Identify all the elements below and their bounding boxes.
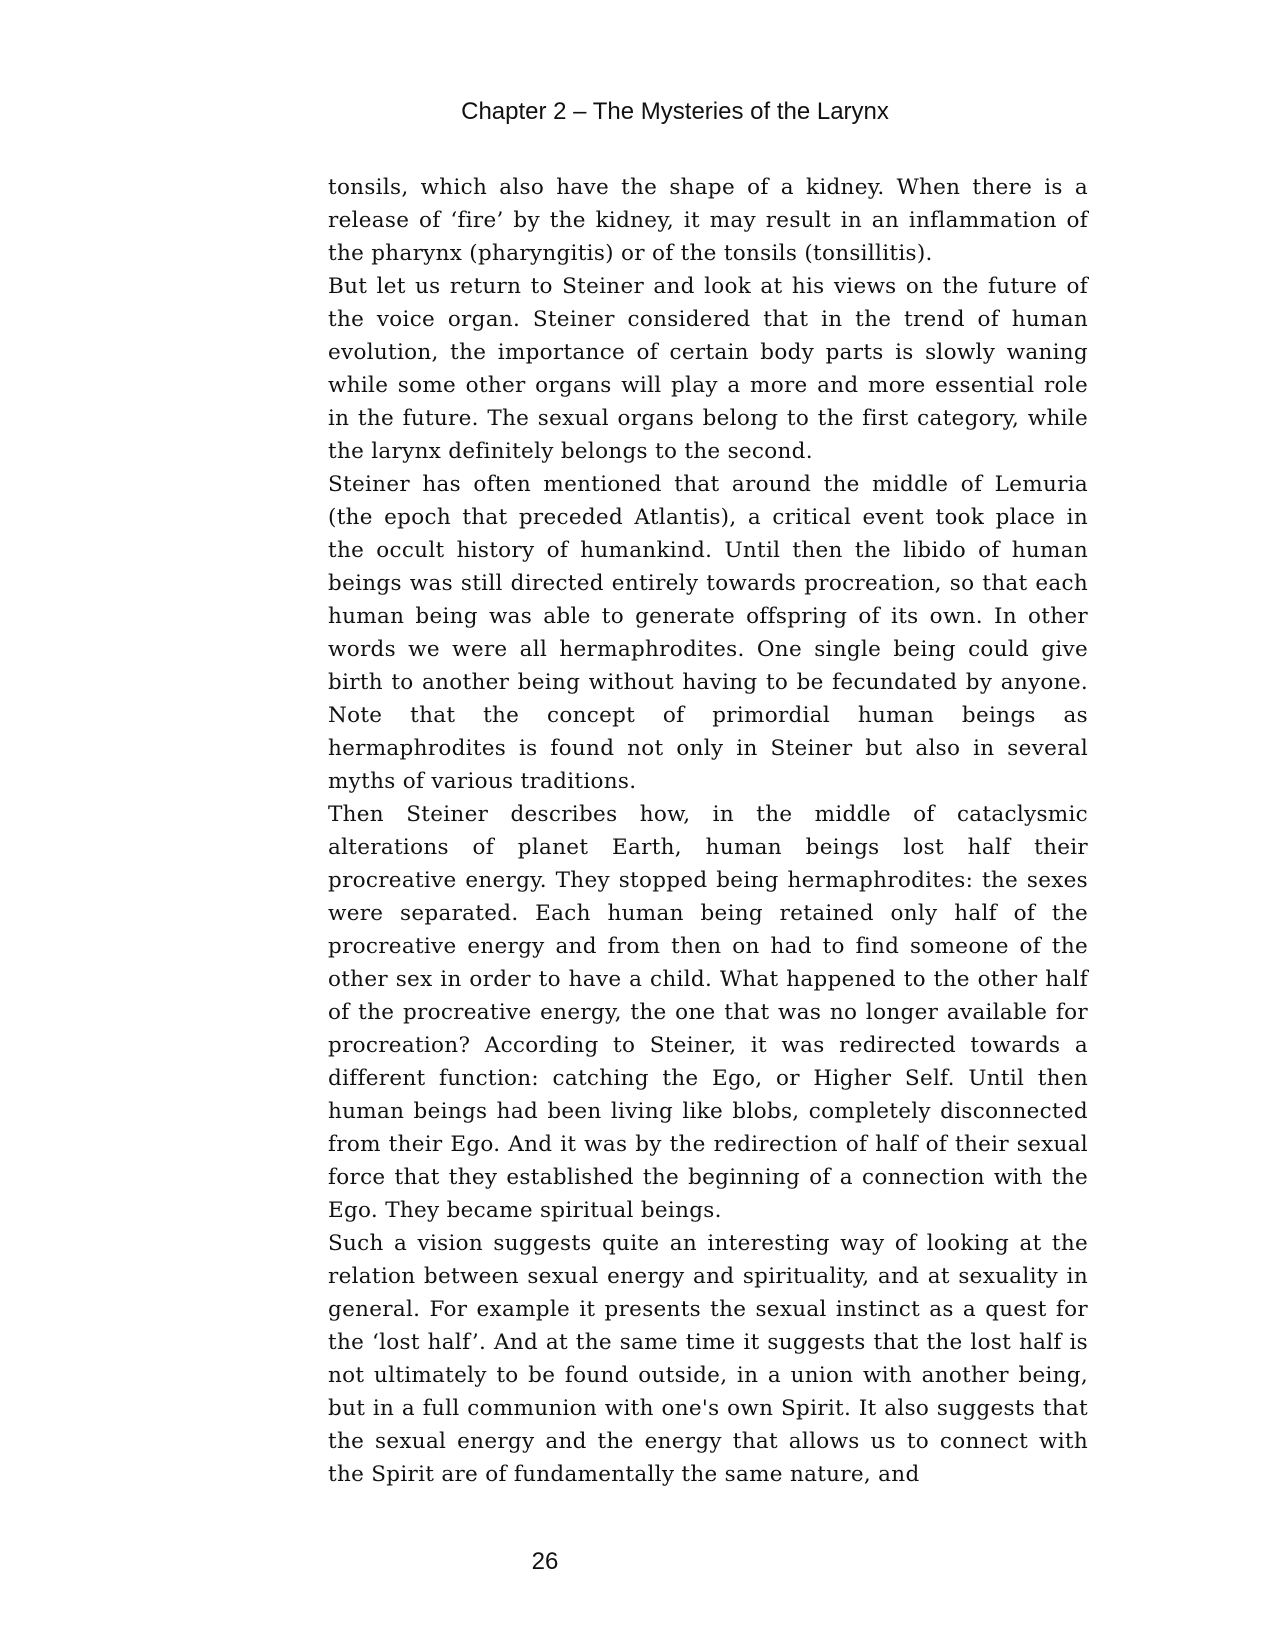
- body-text: [328, 171, 1088, 1491]
- paragraph-4: Then Steiner describes how, in the middle of cataclysmic alterations of planet Earth, human beings lost half their procreative energy. They stopped being hermaphrodites: the sexes were separated. Each human being retained only half of the procreative energy and from then on had to find someone of the other sex in order to have a child. What happened to the other half of the procreative energy, the one that was no longer available for procreation? According to Steiner, it was redirected towards a different function: catching the Ego, or Higher Self. Until then human beings had been living like blobs, completely disconnected from their Ego. And it was by the redirection of half of their sexual force that they established the beginning of a connection with the Ego. They became spiritual beings.: [328, 802, 1088, 1223]
- paragraph-1: tonsils, which also have the shape of a kidney. When there is a release of ‘fire’ by the kidney, it may result in an inflammation of the pharynx (pharyngitis) or of the tonsils (tonsillitis).: [328, 175, 1088, 266]
- page-number: 26: [531, 1548, 559, 1575]
- paragraph-3: Steiner has often mentioned that around the middle of Lemuria (the epoch that preceded Atlantis), a critical event took place in the occult history of humankind. Until then the libido of human beings was still directed entirely towards procreation, so that each human being was able to generate offspring of its own. In other words we were all hermaphrodites. One single being could give birth to another being without having to be fecundated by anyone. Note that the concept of primordial human beings as hermaphrodites is found not only in Steiner but also in several myths of various traditions.: [328, 472, 1088, 794]
- running-header: Chapter 2 – The Mysteries of the Larynx: [461, 98, 889, 125]
- paragraph-2: But let us return to Steiner and look at his views on the future of the voice organ. Steiner considered that in the trend of human evolution, the importance of certain body parts is slowly waning while some other organs will play a more and more essential role in the future. The sexual organs belong to the first category, while the larynx definitely belongs to the second.: [328, 274, 1088, 464]
- paragraph-5: Such a vision suggests quite an interesting way of looking at the relation between sexual energy and spirituality, and at sexuality in general. For example it presents the sexual instinct as a quest for the ‘lost half’. And at the same time it suggests that the lost half is not ultimately to be found outside, in a union with another being, but in a full communion with one's own Spirit. It also suggests that the sexual energy and the energy that allows us to connect with the Spirit are of fundamentally the same nature, and: [328, 1231, 1088, 1487]
